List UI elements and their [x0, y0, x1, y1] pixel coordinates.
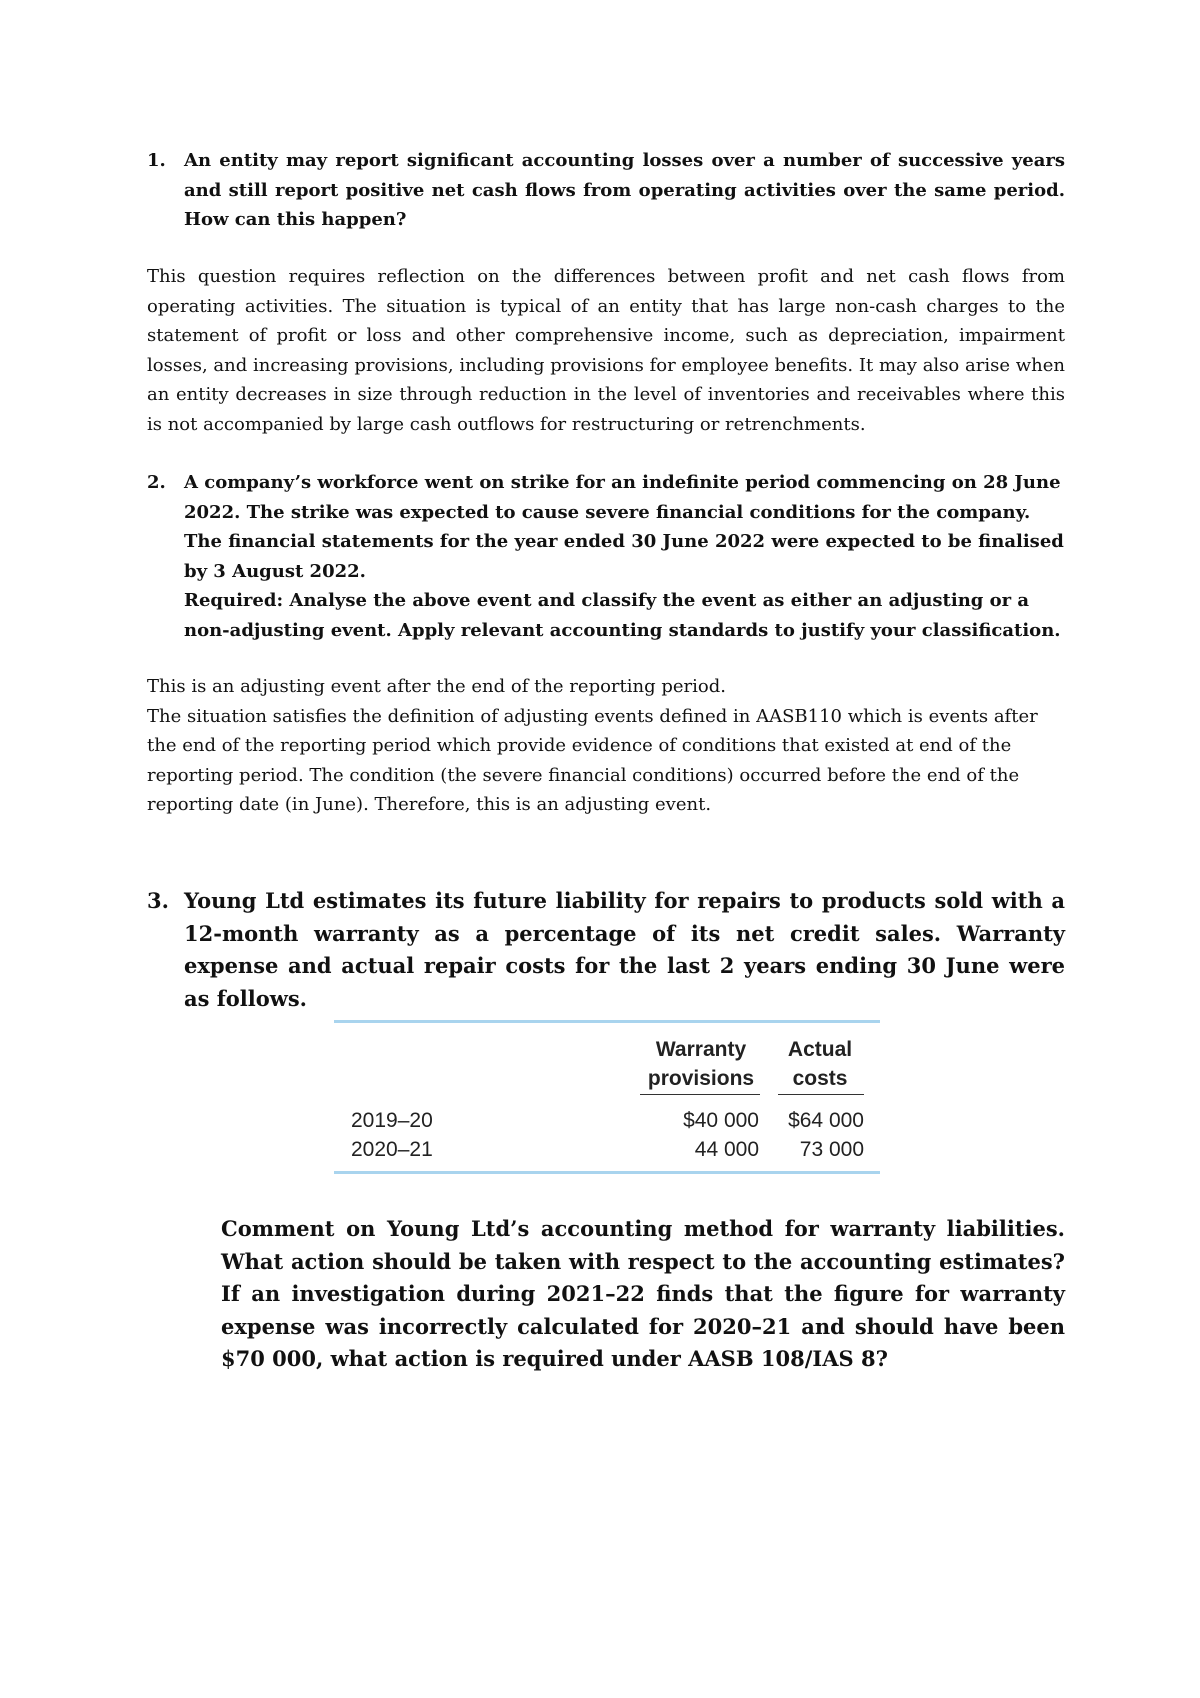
answer-paragraph: This question requires reflection on the differences between profit and net cash flows from operating activities. The situation is typical of an entity that has large non-cash charges to the statement of profit or loss and other comprehensive income, such as depreciation, impairment losses, and increasing provisions, including provisions for employee benefits. It may also arise when an entity decreases in size through reduction in the level of inventories and receivables where this is not accompanied by large cash outflows for restructuring or retrenchments.: [147, 266, 1065, 435]
table-top-rule: [334, 1020, 880, 1023]
question-number: 3.: [147, 888, 169, 913]
cell-warranty: $40 000: [683, 1109, 759, 1132]
row-year: 2020–21: [351, 1138, 433, 1161]
row-year: 2019–20: [351, 1109, 433, 1132]
question-1: [147, 146, 1065, 235]
question-number: 1.: [147, 150, 166, 171]
answer-paragraph: The situation satisfies the definition of adjusting events defined in AASB110 which is events after the end of the reporting period which provide evidence of conditions that existed at end of the reporting period. The condition (the severe financial conditions) occurred before the end of the reporting date (in June). Therefore, this is an adjusting event.: [147, 705, 1038, 815]
question-2: [147, 468, 1065, 645]
question-required: Required: Analyse the above event and classify the event as either an adjusting or a non-adjusting event. Apply relevant accounting standards to justify your classification.: [184, 590, 1061, 641]
cell-actual: $64 000: [788, 1109, 864, 1132]
table-bottom-rule: [334, 1171, 880, 1174]
header-underline: [640, 1094, 760, 1095]
question-text: A company’s workforce went on strike for an indefinite period commencing on 28 June 2022. The strike was expected to cause severe financial conditions for the company. The financial statements for the year ended 30 June 2022 were expected to be finalised by 3 August 2022.: [184, 472, 1064, 582]
header-warranty-provisions: Warranty provisions: [647, 1038, 755, 1090]
question-3: [147, 885, 1065, 1015]
warranty-table: [334, 1020, 880, 1174]
question-text: An entity may report significant accounting losses over a number of successive years and still report positive net cash flows from operating activities over the same period. How can this happen?: [184, 150, 1065, 230]
question-3-prompt: Comment on Young Ltd’s accounting method for warranty liabilities. What action should be taken with respect to the accounting estimates? If an investigation during 2021–22 finds that the figure for warranty expense was incorrectly calculated for 2020–21 and should have been $70 000, what action is required under AASB 108/IAS 8?: [221, 1216, 1065, 1371]
cell-warranty: 44 000: [694, 1138, 759, 1161]
question-number: 2.: [147, 472, 166, 493]
header-actual-costs: Actual costs: [787, 1038, 853, 1090]
question-text: Young Ltd estimates its future liability for repairs to products sold with a 12-month warranty as a percentage of its net credit sales. Warranty expense and actual repair costs for the last 2 years ending 30 June were as follows.: [184, 888, 1065, 1011]
answer-2: [147, 672, 1065, 820]
answer-line: This is an adjusting event after the end of the reporting period.: [147, 676, 726, 697]
header-underline: [778, 1094, 864, 1095]
cell-actual: 73 000: [799, 1138, 864, 1161]
question-body: [184, 468, 1065, 645]
answer-1: [147, 262, 1065, 439]
